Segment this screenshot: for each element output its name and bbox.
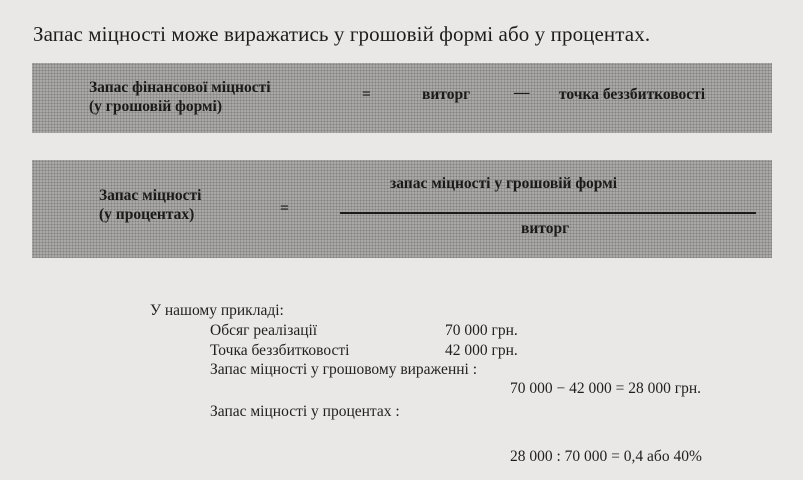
formula1-left-line2: (у грошовій формі) [89,98,223,115]
intro-text: Запас міцності може виражатись у грошовій формі або у процентах. [33,22,651,46]
formula2-numerator: запас міцності у грошовій формі [390,175,618,192]
formula1-equals: = [362,86,371,103]
money-margin-calc: 70 000 − 42 000 = 28 000 грн. [510,380,702,397]
example-heading: У нашому прикладі: [150,302,284,319]
percent-margin-label: Запас міцності у процентах : [210,403,400,420]
breakeven-value: 42 000 грн. [445,342,518,359]
formula-band-percent [32,160,772,258]
formula2-left-line1: Запас міцності [99,187,202,204]
fraction-line [340,212,756,214]
formula1-term-breakeven: точка беззбитковості [559,86,706,103]
money-margin-label: Запас міцності у грошовому вираженні : [210,361,478,378]
formula1-minus: — [514,84,530,101]
sales-value: 70 000 грн. [445,322,518,339]
breakeven-label: Точка беззбитковості [210,342,350,359]
percent-margin-calc: 28 000 : 70 000 = 0,4 або 40% [510,448,702,465]
sales-label: Обсяг реалізації [210,322,318,339]
formula-band-money [32,63,772,133]
formula2-equals: = [280,200,289,217]
formula1-term-revenue: виторг [422,86,471,103]
formula2-denominator: виторг [521,220,570,237]
formula2-left-line2: (у процентах) [99,206,195,223]
formula1-left-line1: Запас фінансової міцності [89,79,271,96]
